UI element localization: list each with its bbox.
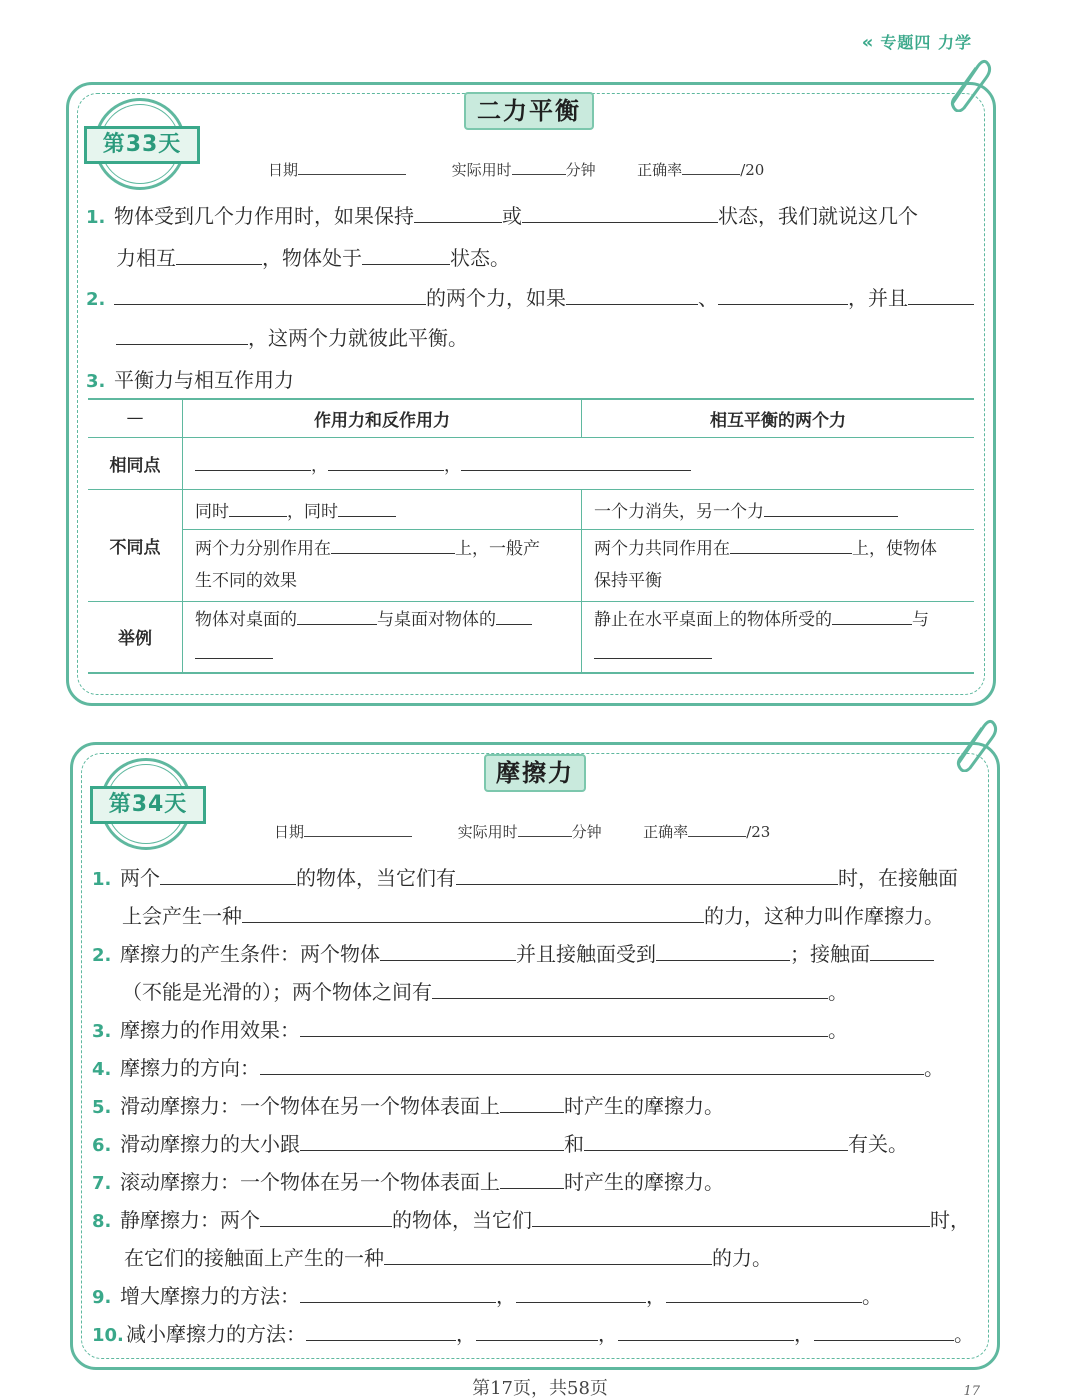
answer-blank[interactable] <box>594 638 712 659</box>
row-label-same: 相同点 <box>88 437 183 489</box>
answer-blank[interactable] <box>500 1092 564 1113</box>
answer-blank[interactable] <box>718 284 848 305</box>
day34-q1-line2: 上会产生一种 的力，这种力叫作摩擦力。 <box>122 904 944 928</box>
day34-q8-line2: 在它们的接触面上产生的一种 的力。 <box>124 1246 772 1270</box>
q-number: 8. <box>92 1211 112 1232</box>
day34-meta <box>274 818 770 842</box>
answer-blank[interactable] <box>176 244 262 265</box>
row-label-diff: 不同点 <box>88 489 183 601</box>
answer-blank[interactable] <box>195 638 273 659</box>
answer-blank[interactable] <box>260 1054 924 1075</box>
q-number: 1. <box>86 207 106 228</box>
comparison-table <box>88 398 974 674</box>
time-blank[interactable] <box>512 156 566 175</box>
day34-q2-line2: （不能是光滑的）；两个物体之间有 。 <box>122 980 848 1004</box>
answer-blank[interactable] <box>814 1320 954 1341</box>
day34-badge-label: 第34天 <box>90 786 206 824</box>
example-cell-2: 静止在水平桌面上的物体所受的 与 <box>582 601 975 673</box>
day34-q3: 3. 摩擦力的作用效果： 。 <box>92 1018 848 1042</box>
q-number: 5. <box>92 1097 112 1118</box>
day33-badge <box>88 98 192 192</box>
date-label: 日期 <box>274 823 305 841</box>
day34-q6: 6. 滑动摩擦力的大小跟 和 有关。 <box>92 1132 908 1156</box>
answer-blank[interactable] <box>300 1016 828 1037</box>
accuracy-total: /23 <box>746 823 771 841</box>
q-number: 9. <box>92 1287 112 1308</box>
answer-blank[interactable] <box>116 324 248 345</box>
table-header-corner: — <box>88 399 183 437</box>
day34-q2-line1: 2. 摩擦力的产生条件：两个物体 并且接触面受到 ；接触面 <box>92 938 934 967</box>
answer-blank[interactable] <box>522 202 718 223</box>
answer-blank[interactable] <box>908 284 974 305</box>
day33-q3: 3. 平衡力与相互作用力 <box>86 368 294 392</box>
diff-cell-2b: 两个力共同作用在 上，使物体 保持平衡 <box>582 529 975 601</box>
answer-blank[interactable] <box>297 604 377 625</box>
day33-q2-line2: ，这两个力就彼此平衡。 <box>116 322 468 351</box>
answer-blank[interactable] <box>730 533 852 554</box>
day34-q10: 10. 减小摩擦力的方法： ， ， ， 。 <box>92 1322 974 1346</box>
q-number: 2. <box>92 945 112 966</box>
accuracy-label: 正确率 <box>643 823 689 841</box>
day34-q5: 5. 滑动摩擦力：一个物体在另一个物体表面上 时产生的摩擦力。 <box>92 1094 724 1118</box>
answer-blank[interactable] <box>618 1320 794 1341</box>
accuracy-label: 正确率 <box>637 161 683 179</box>
accuracy-blank[interactable] <box>688 818 746 837</box>
answer-blank[interactable] <box>456 864 838 885</box>
answer-blank[interactable] <box>242 902 704 923</box>
answer-blank[interactable] <box>461 450 691 471</box>
day33-title: 二力平衡 <box>464 92 594 130</box>
answer-blank[interactable] <box>414 202 502 223</box>
day34-q9: 9. 增大摩擦力的方法： ， ， 。 <box>92 1284 882 1308</box>
day33-meta <box>268 156 764 180</box>
answer-blank[interactable] <box>300 1130 564 1151</box>
answer-blank[interactable] <box>229 496 287 517</box>
answer-blank[interactable] <box>432 978 828 999</box>
time-unit: 分钟 <box>565 161 596 179</box>
answer-blank[interactable] <box>656 940 790 961</box>
q-number: 4. <box>92 1059 112 1080</box>
time-blank[interactable] <box>518 818 572 837</box>
answer-blank[interactable] <box>300 1282 496 1303</box>
chapter-header <box>862 30 972 53</box>
day33-q1-line1: 1. 物体受到几个力作用时，如果保持 或 状态，我们就说这几个 <box>86 204 918 228</box>
day33-badge-label: 第33天 <box>84 126 200 164</box>
diff-cell-1a: 同时 ，同时 <box>183 489 582 529</box>
table-header-action-reaction: 作用力和反作用力 <box>183 399 582 437</box>
accuracy-total: /20 <box>740 161 765 179</box>
table-header-balanced: 相互平衡的两个力 <box>710 410 846 431</box>
time-label: 实际用时 <box>451 161 512 179</box>
chapter-title: 专题四 力学 <box>880 33 972 52</box>
answer-blank[interactable] <box>260 1206 392 1227</box>
day33-q2-line1: 2. 的两个力，如果 、 ，并且 <box>86 282 974 311</box>
day34-q1-line1: 1. 两个 的物体，当它们有 时，在接触面 <box>92 866 958 890</box>
answer-blank[interactable] <box>476 1320 598 1341</box>
q-number: 3. <box>86 371 106 392</box>
answer-blank[interactable] <box>666 1282 862 1303</box>
answer-blank[interactable] <box>496 604 532 625</box>
q-number: 7. <box>92 1173 112 1194</box>
answer-blank[interactable] <box>114 284 426 305</box>
example-cell-1: 物体对桌面的 与桌面对物体的 <box>183 601 582 673</box>
answer-blank[interactable] <box>160 864 296 885</box>
double-chevron-left-icon: « <box>861 32 875 53</box>
q-number: 10. <box>92 1325 124 1346</box>
paperclip-icon <box>942 56 992 112</box>
paperclip-icon <box>948 716 998 772</box>
answer-blank[interactable] <box>832 604 912 625</box>
q-number: 3. <box>92 1021 112 1042</box>
answer-blank[interactable] <box>500 1168 564 1189</box>
day34-title: 摩擦力 <box>484 754 586 792</box>
day34-q4: 4. 摩擦力的方向： 。 <box>92 1056 944 1080</box>
day33-q1-line2: 力相互 ，物体处于 状态。 <box>116 246 510 270</box>
date-blank[interactable] <box>304 818 412 837</box>
q-number: 2. <box>86 289 106 310</box>
answer-blank[interactable] <box>384 1244 712 1265</box>
answer-blank[interactable] <box>338 496 396 517</box>
time-unit: 分钟 <box>571 823 602 841</box>
answer-blank[interactable] <box>764 496 898 517</box>
answer-blank[interactable] <box>532 1206 930 1227</box>
page-footer: 第17页，共58页 <box>472 1378 608 1399</box>
same-points-cell: ， ， <box>183 437 975 489</box>
answer-blank[interactable] <box>870 940 934 961</box>
date-blank[interactable] <box>298 156 406 175</box>
time-label: 实际用时 <box>457 823 518 841</box>
diff-cell-1b: 一个力消失，另一个力 <box>582 489 975 529</box>
answer-blank[interactable] <box>328 450 444 471</box>
diff-cell-2a: 两个力分别作用在 上，一般产 生不同的效果 <box>183 529 582 601</box>
accuracy-blank[interactable] <box>682 156 740 175</box>
day34-q7: 7. 滚动摩擦力：一个物体在另一个物体表面上 时产生的摩擦力。 <box>92 1170 724 1194</box>
answer-blank[interactable] <box>516 1282 646 1303</box>
page-number: 17 <box>963 1384 980 1399</box>
q-number: 6. <box>92 1135 112 1156</box>
answer-blank[interactable] <box>584 1130 848 1151</box>
answer-blank[interactable] <box>362 244 450 265</box>
date-label: 日期 <box>268 161 299 179</box>
day34-q8-line1: 8. 静摩擦力：两个 的物体，当它们 时， <box>92 1208 970 1232</box>
row-label-example: 举例 <box>88 601 183 673</box>
answer-blank[interactable] <box>380 940 516 961</box>
q-number: 1. <box>92 869 112 890</box>
answer-blank[interactable] <box>195 450 311 471</box>
answer-blank[interactable] <box>306 1320 456 1341</box>
answer-blank[interactable] <box>331 533 455 554</box>
day34-badge <box>94 758 198 852</box>
answer-blank[interactable] <box>566 284 698 305</box>
